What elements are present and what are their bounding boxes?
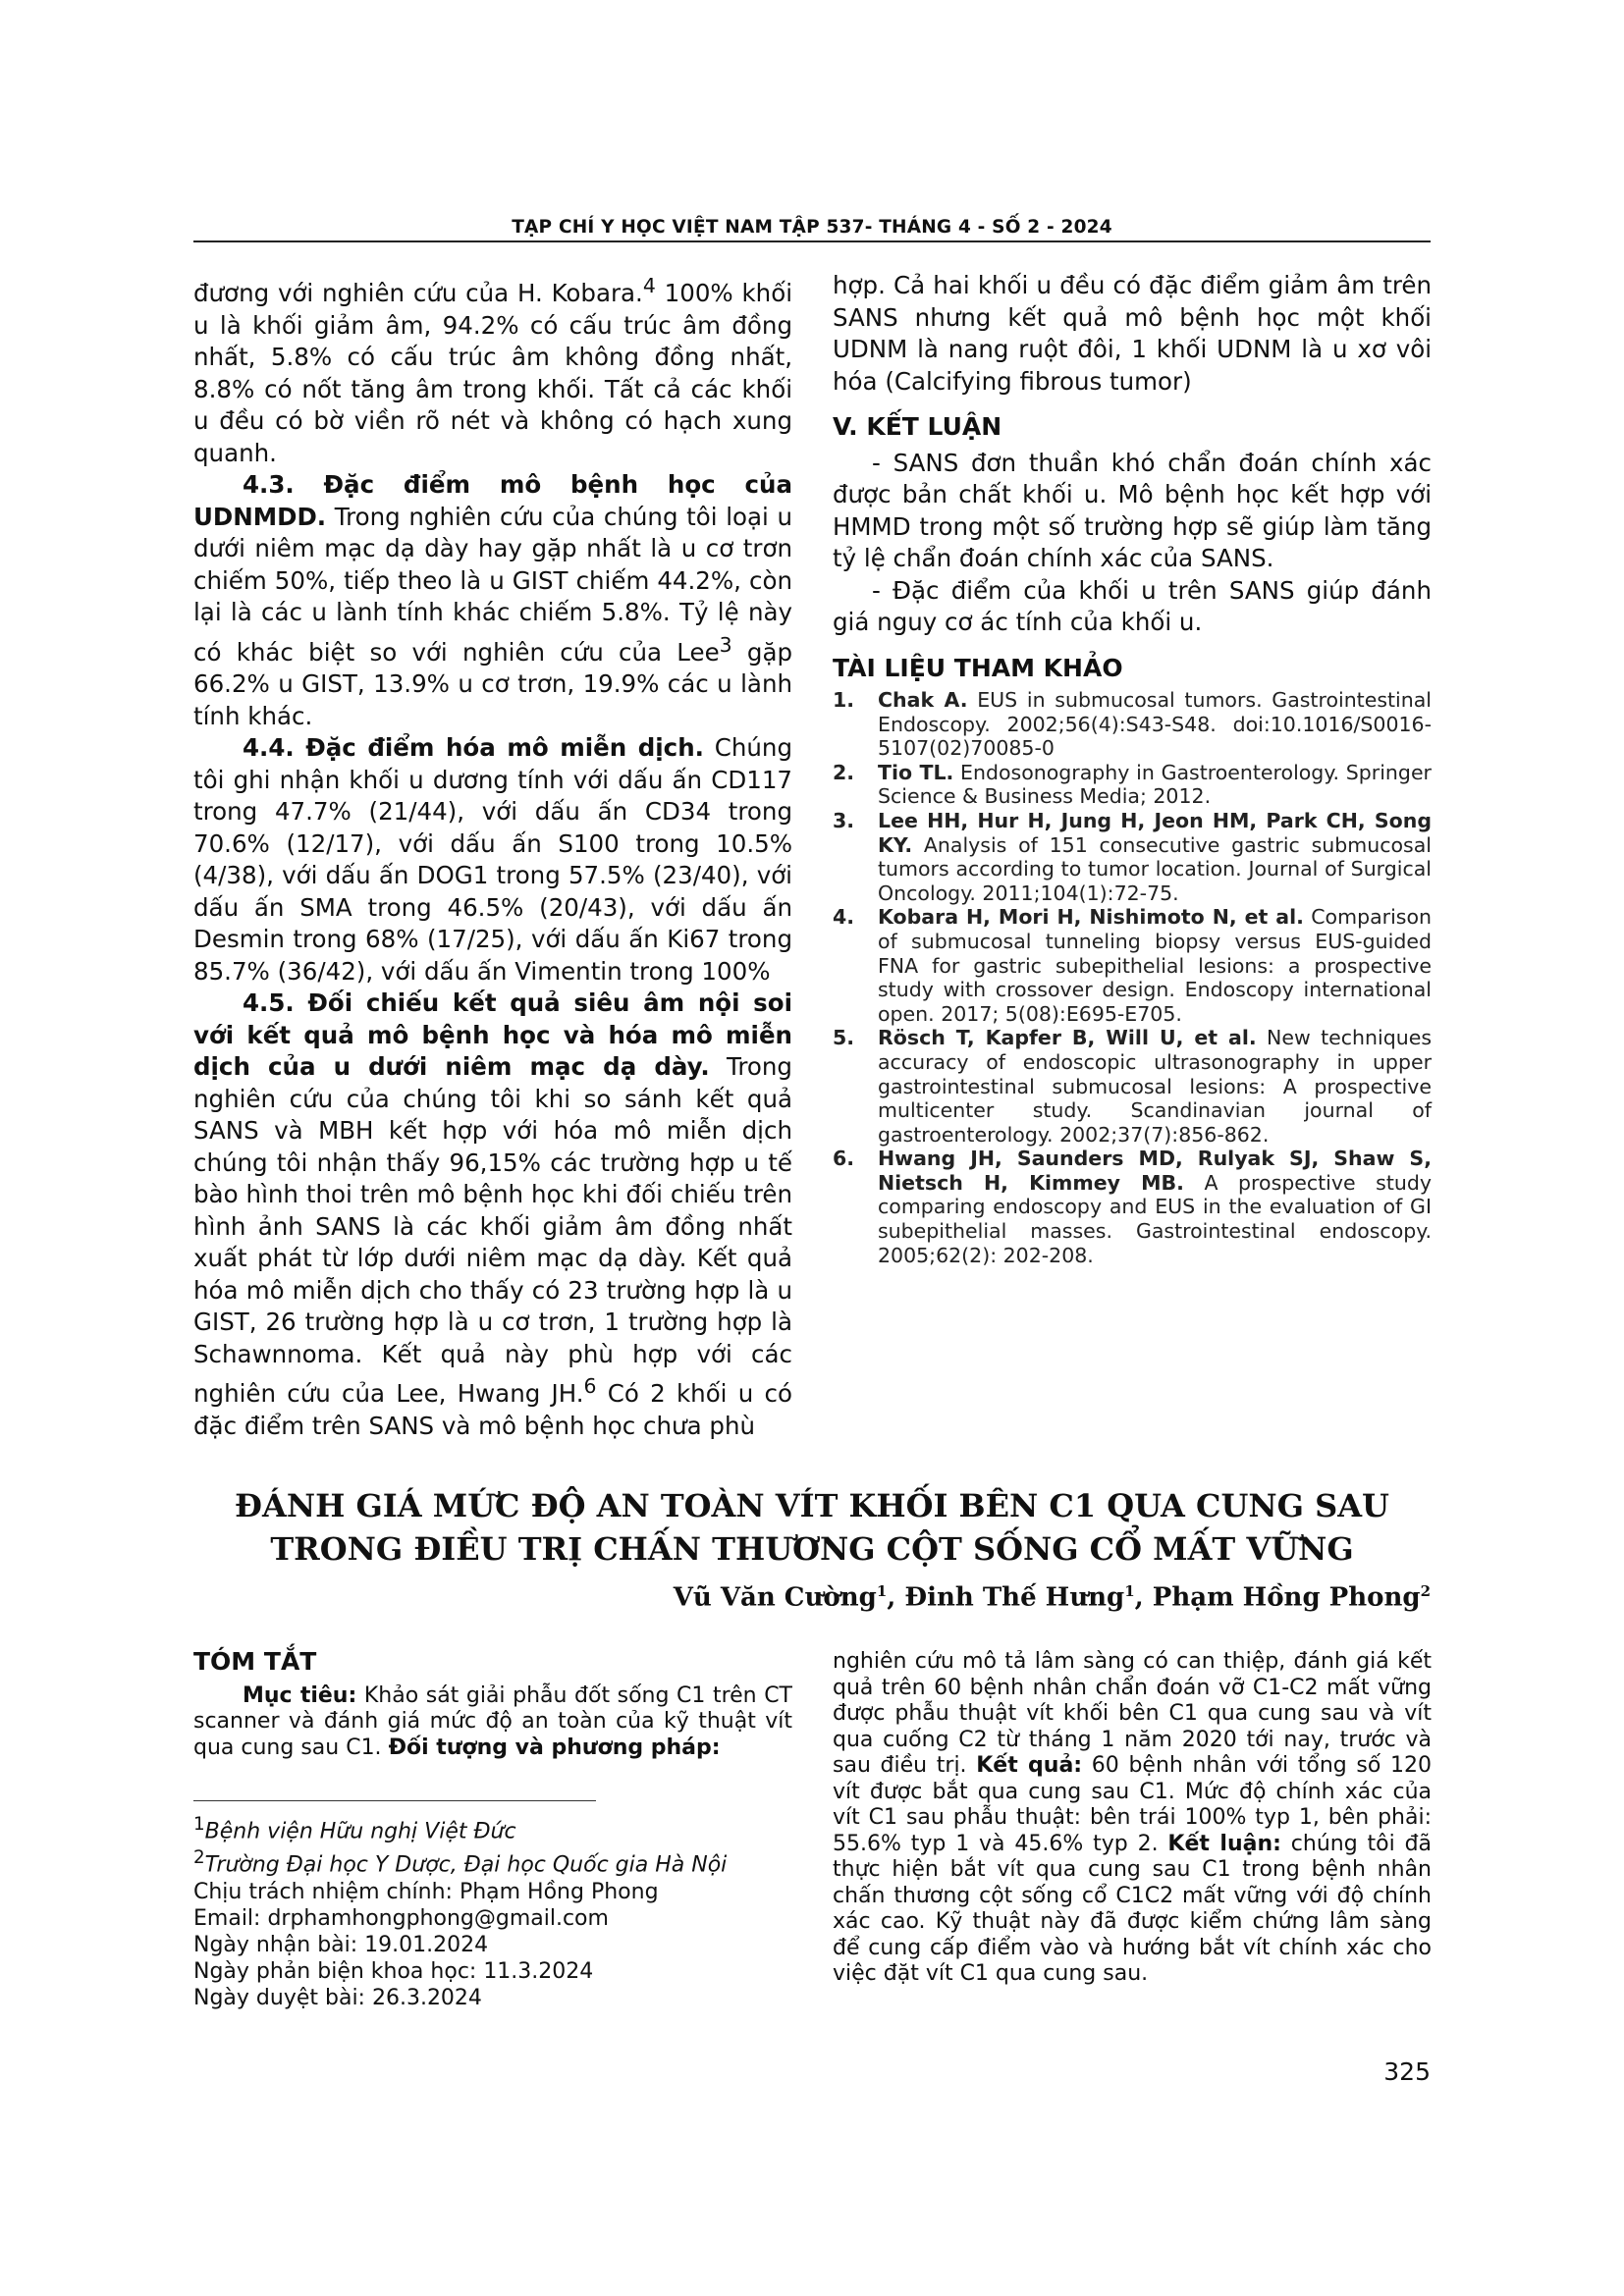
reference-text	[878, 1147, 1432, 1267]
reference-text	[878, 688, 1432, 761]
section-4-5: 4.5. Đối chiếu kết quả siêu âm nội soi với kết quả mô bệnh học và hóa mô miễn dịch của u dưới niêm mạc dạ dày. Trong nghiên cứu của chúng tôi khi so sánh kết quả SANS và MBH kết hợp với hóa mô miễn dịch chúng tôi nhận thấy 96,15% các trường hợp u tế bào hình thoi trên mô bệnh học khi đối chiếu trên hình ảnh SANS là các khối giảm âm đồng nhất xuất phát từ lớp dưới niêm mạc dạ dày. Kết quả hóa mô miễn dịch cho thấy có 23 trường hợp là u GIST, 26 trường hợp là u cơ trơn, 1 trường hợp là Schawnnoma. Kết quả này phù hợp với các nghiên cứu của Lee, Hwang JH.$^6$ Có 2 khối u có đặc điểm trên SANS và mô bệnh học chưa phù	[193, 988, 792, 1440]
header-rule	[193, 240, 1431, 242]
left-column-top	[193, 270, 792, 1442]
reference-list	[833, 688, 1432, 1267]
reference-number: 3.	[833, 808, 855, 832]
reference-number: 5.	[833, 1026, 855, 1050]
section-4-3-title: 4.3. Đặc điểm mô bệnh học của UDNMDD.	[193, 470, 792, 531]
section-4-5-title: 4.5. Đối chiếu kết quả siêu âm nội soi với kết quả mô bệnh học và hóa mô miễn dịch của u dưới niêm mạc dạ dày.	[193, 988, 792, 1082]
reference-citation: A prospective study comparing endoscopy and EUS in the evaluation of GI subepithelial masses. Gastrointestinal endoscopy. 2005;62(2): 202-208.	[878, 1170, 1433, 1267]
footnote-reviewed: Ngày phản biện khoa học: 11.3.2024	[193, 1958, 594, 1984]
reference-number: 1.	[833, 688, 855, 712]
reference-item	[833, 1026, 1432, 1147]
reference-authors: Chak A.	[878, 688, 968, 712]
article-title	[193, 1484, 1431, 1571]
abstract-heading: TÓM TẮT	[193, 1647, 317, 1676]
reference-item	[833, 688, 1432, 761]
abstract-part-2: nghiên cứu mô tả lâm sàng có can thiệp, đánh giá kết quả trên 60 bệnh nhân chẩn đoán vỡ C1-C2 mất vững được phẫu thuật vít khối bên C1 qua cung sau và vít qua cuống C2 từ tháng 1 năm 2020 tới nay, trước và sau điều trị. Kết quả: 60 bệnh nhân với tổng số 120 vít được bắt qua cung sau C1. Mức độ chính xác của vít C1 sau phẫu thuật: bên trái 100% typ 1, bên phải: 55.6% typ 1 và 45.6% typ 2. Kết luận: chúng tôi đã thực hiện bắt vít qua cung sau C1 trong bệnh nhân chấn thương cột sống cổ C1C2 mất vững với độ chính xác cao. Kỹ thuật này đã được kiểm chứng lâm sàng để cung cấp điểm vào và hướng bắt vít chính xác cho việc đặt vít C1 qua cung sau.	[833, 1649, 1433, 1986]
footnote-email: Email: drphamhongphong@gmail.com	[193, 1905, 609, 1931]
reference-item	[833, 1147, 1432, 1267]
footnote-approved: Ngày duyệt bài: 26.3.2024	[193, 1985, 482, 2010]
journal-header: TẠP CHÍ Y HỌC VIỆT NAM TẬP 537- THÁNG 4 - SỐ 2 - 2024	[512, 217, 1112, 238]
section-4-4-title: 4.4. Đặc điểm hóa mô miễn dịch.	[243, 733, 704, 763]
right-column-bottom	[833, 1649, 1432, 1988]
reference-citation: Analysis of 151 consecutive gastric submucosal tumors according to tumor location. Journal of Surgical Oncology. 2011;104(1):72-75.	[878, 832, 1432, 905]
paragraph-continuation: hợp. Cả hai khối u đều có đặc điểm giảm âm trên SANS nhưng kết quả mô bệnh học một khối UDNM là nang ruột đôi, 1 khối UDNM là u xơ vôi hóa (Calcifying fibrous tumor)	[833, 271, 1432, 396]
references-heading: TÀI LIỆU THAM KHẢO	[833, 653, 1123, 682]
right-column-top	[833, 270, 1432, 1267]
reference-citation: Comparison of submucosal tunneling biopsy versus EUS-guided FNA for gastric subepithelial lesions: a prospective study with crossover design. Endoscopy international open. 2017; 5(08):E695-E705.	[878, 905, 1432, 1026]
abstract-part-1: Mục tiêu: Khảo sát giải phẫu đốt sống C1 trên CT scanner và đánh giá mức độ an toàn của kỹ thuật vít qua cung sau C1. Đối tượng và phương pháp:	[193, 1682, 792, 1760]
reference-authors: Hwang JH, Saunders MD, Rulyak SJ, Shaw S, Nietsch H, Kimmey MB.	[878, 1147, 1432, 1195]
reference-authors: Lee HH, Hur H, Jung H, Jeon HM, Park CH, Song KY.	[878, 808, 1432, 857]
reference-citation: Endosonography in Gastroenterology. Springer Science & Business Media; 2012.	[878, 760, 1432, 809]
reference-text	[878, 905, 1432, 1026]
reference-number: 6.	[833, 1147, 855, 1171]
reference-authors: Rösch T, Kapfer B, Will U, et al.	[878, 1026, 1257, 1050]
reference-authors: Kobara H, Mori H, Nishimoto N, et al.	[878, 905, 1304, 930]
footnote-rule	[193, 1800, 596, 1801]
footnote-affiliation-2: $^2$Trường Đại học Y Dược, Đại học Quốc gia Hà Nội	[193, 1847, 728, 1878]
author-line: Vũ Văn Cường$^1$, Đinh Thế Hưng$^1$, Phạm Hồng Phong$^2$	[673, 1582, 1431, 1613]
footnote-affiliation-1: $^1$Bệnh viện Hữu nghị Việt Đức	[193, 1814, 516, 1844]
reference-item	[833, 905, 1432, 1026]
reference-text	[878, 761, 1432, 809]
reference-text	[878, 809, 1432, 905]
reference-number: 2.	[833, 760, 855, 784]
author-1: Vũ Văn Cường	[673, 1582, 877, 1613]
paragraph-kobara: đương với nghiên cứu của H. Kobara.$^4$ 100% khối u là khối giảm âm, 94.2% có cấu trúc âm đồng nhất, 5.8% có cấu trúc âm không đồng nhất, 8.8% có nốt tăng âm trong khối. Tất cả các khối u đều có bờ viền rõ nét và không có hạch xung quanh.	[193, 274, 792, 467]
footnotes	[193, 1811, 792, 2011]
reference-citation: New techniques accuracy of endoscopic ultrasonography in upper gastrointestinal submucosal lesions: A prospective multicenter study. Scandinavian journal of gastroenterology. 2002;37(7):856-862.	[878, 1026, 1433, 1147]
reference-text	[878, 1026, 1432, 1147]
author-2: Đinh Thế Hưng	[904, 1582, 1125, 1613]
footnote-corresponding: Chịu trách nhiệm chính: Phạm Hồng Phong	[193, 1879, 659, 1904]
author-3: Phạm Hồng Phong	[1152, 1582, 1421, 1613]
conclusion-heading: V. KẾT LUẬN	[833, 412, 1002, 441]
reference-item	[833, 809, 1432, 905]
conclusion-item-1: - SANS đơn thuần khó chẩn đoán chính xác được bản chất khối u. Mô bệnh học kết hợp với HMMD trong một số trường hợp sẽ giúp làm tăng tỷ lệ chẩn đoán chính xác của SANS.	[833, 448, 1432, 572]
article-title-line-2: TRONG ĐIỀU TRỊ CHẤN THƯƠNG CỘT SỐNG CỔ MẤT VỮNG	[270, 1530, 1354, 1568]
article-title-line-1: ĐÁNH GIÁ MỨC ĐỘ AN TOÀN VÍT KHỐI BÊN C1 QUA CUNG SAU	[235, 1487, 1389, 1524]
left-column-bottom	[193, 1649, 792, 2011]
section-4-4: 4.4. Đặc điểm hóa mô miễn dịch. Chúng tôi ghi nhận khối u dương tính với dấu ấn CD117 trong 47.7% (21/44), với dấu ấn CD34 trong 70.6% (12/17), với dấu ấn S100 trong 10.5% (4/38), với dấu ấn DOG1 trong 57.5% (23/40), với dấu ấn SMA trong 46.5% (20/43), với dấu ấn Desmin trong 68% (17/25), với dấu ấn Ki67 trong 85.7% (36/42), với dấu ấn Vimentin trong 100%	[193, 733, 792, 986]
footnote-received: Ngày nhận bài: 19.01.2024	[193, 1932, 489, 1957]
reference-item	[833, 761, 1432, 809]
conclusion-item-2: - Đặc điểm của khối u trên SANS giúp đánh giá nguy cơ ác tính của khối u.	[833, 575, 1432, 636]
section-4-3: 4.3. Đặc điểm mô bệnh học của UDNMDD. Trong nghiên cứu của chúng tôi loại u dưới niêm mạc dạ dày hay gặp nhất là u cơ trơn chiếm 50%, tiếp theo là u GIST chiếm 44.2%, còn lại là các u lành tính khác chiếm 5.8%. Tỷ lệ này có khác biệt so với nghiên cứu của Lee$^3$ gặp 66.2% u GIST, 13.9% u cơ trơn, 19.9% các u lành tính khác.	[193, 470, 793, 730]
reference-authors: Tio TL.	[878, 760, 954, 784]
reference-citation: EUS in submucosal tumors. Gastrointestinal Endoscopy. 2002;56(4):S43-S48. doi:10.1016/S0016-5107(02)70085-0	[878, 688, 1432, 761]
page-number: 325	[1383, 2057, 1431, 2086]
reference-number: 4.	[833, 905, 855, 930]
